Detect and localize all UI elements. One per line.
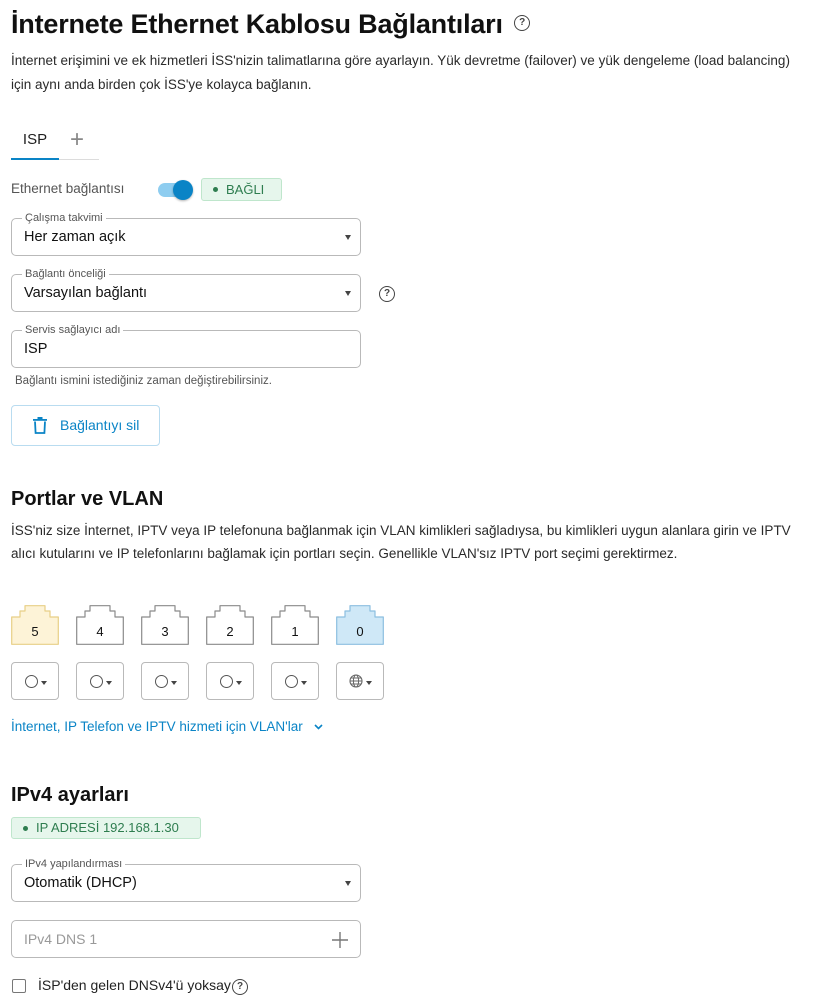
chevron-down-icon — [41, 681, 47, 685]
ports-description-line1: İSS'niz size İnternet, IPTV veya IP telefonuna bağlanmak için VLAN kimlikleri sağladıysa, bu kimlikleri uygun alanlara girin ve IPTV — [11, 523, 791, 538]
ipv4-dns1-placeholder: IPv4 DNS 1 — [24, 931, 98, 947]
provider-name-label: Servis sağlayıcı adı — [22, 324, 123, 337]
ipv4-dns1-input[interactable] — [11, 920, 361, 958]
chevron-down-icon — [345, 881, 351, 886]
tab-isp[interactable] — [11, 131, 59, 148]
ignore-dns-checkbox[interactable] — [12, 979, 26, 993]
provider-name-input[interactable] — [11, 324, 361, 368]
ethernet-toggle[interactable] — [158, 183, 194, 197]
port-number: 3 — [161, 624, 169, 639]
chevron-down-icon — [106, 681, 112, 685]
tab-isp-label: ISP — [22, 131, 48, 148]
port-number: 5 — [31, 624, 39, 639]
port-number: 4 — [96, 624, 104, 639]
priority-value: Varsayılan bağlantı — [24, 285, 148, 301]
ignore-dns-label: İSP'den gelen DNSv4'ü yoksay — [38, 977, 231, 993]
priority-label: Bağlantı önceliği — [22, 268, 109, 281]
chevron-down-icon — [345, 291, 351, 296]
connection-status-badge — [201, 178, 282, 201]
chevron-down-icon — [301, 681, 307, 685]
add-tab-icon[interactable]: + — [70, 126, 85, 153]
port-2 — [206, 605, 254, 645]
port-3-mode-select[interactable] — [141, 662, 189, 700]
vlan-expand-link[interactable] — [11, 719, 323, 734]
port-4 — [76, 605, 124, 645]
port-4-mode-select[interactable] — [76, 662, 124, 700]
schedule-value: Her zaman açık — [24, 229, 126, 245]
priority-help-icon[interactable]: ? — [379, 286, 395, 302]
priority-select[interactable] — [11, 268, 361, 312]
port-number: 2 — [226, 624, 234, 639]
chevron-down-icon — [345, 235, 351, 240]
unassigned-circle-icon — [220, 675, 233, 688]
delete-connection-label: Bağlantıyı sil — [60, 417, 140, 433]
page-description-line2: için aynı anda birden çok İSS'ye kolayca bağlanın. — [11, 77, 312, 92]
ipv4-section-title: IPv4 ayarları — [11, 784, 129, 806]
ports-section-title: Portlar ve VLAN — [11, 488, 164, 510]
page-title: İnternete Ethernet Kablosu Bağlantıları ? — [11, 6, 530, 42]
ip-address-text: IP ADRESİ 192.168.1.30 — [36, 820, 179, 835]
schedule-select[interactable] — [11, 212, 361, 256]
delete-connection-button[interactable] — [11, 405, 160, 446]
port-1-mode-select[interactable] — [271, 662, 319, 700]
ignore-dns-help-icon[interactable]: ? — [232, 979, 248, 995]
unassigned-circle-icon — [25, 675, 38, 688]
port-2-mode-select[interactable] — [206, 662, 254, 700]
schedule-label: Çalışma takvimi — [22, 212, 106, 225]
ip-address-badge — [11, 817, 201, 839]
port-1 — [271, 605, 319, 645]
provider-name-value: ISP — [24, 341, 48, 357]
port-5-mode-select[interactable] — [11, 662, 59, 700]
chevron-down-icon — [366, 681, 372, 685]
chevron-down-icon — [314, 724, 323, 730]
ipv4-config-value: Otomatik (DHCP) — [24, 875, 137, 891]
ports-description-line2: alıcı kutularını ve IP telefonlarını bağlamak için portları seçin. Genellikle VLAN'sız IPTV port seçimi gerektirmez. — [11, 546, 678, 561]
port-number: 0 — [356, 624, 364, 639]
port-0 — [336, 605, 384, 645]
provider-name-hint: Bağlantı ismini istediğiniz zaman değiştirebilirsiniz. — [15, 375, 272, 387]
status-dot-icon — [213, 187, 218, 192]
ipv4-config-label: IPv4 yapılandırması — [22, 858, 125, 871]
port-number: 1 — [291, 624, 299, 639]
toggle-knob — [173, 180, 193, 200]
help-icon[interactable]: ? — [514, 15, 530, 31]
vlan-expand-label: İnternet, IP Telefon ve IPTV hizmeti için VLAN'lar — [11, 719, 303, 734]
port-0-mode-select[interactable] — [336, 662, 384, 700]
ethernet-connection-label: Ethernet bağlantısı — [11, 181, 125, 196]
connection-status-text: BAĞLI — [226, 182, 265, 197]
trash-icon — [33, 417, 47, 434]
tab-active-indicator — [11, 158, 59, 160]
port-3 — [141, 605, 189, 645]
chevron-down-icon — [171, 681, 177, 685]
chevron-down-icon — [236, 681, 242, 685]
unassigned-circle-icon — [285, 675, 298, 688]
unassigned-circle-icon — [155, 675, 168, 688]
ipv4-config-select[interactable] — [11, 858, 361, 902]
plus-icon[interactable] — [332, 932, 348, 948]
globe-icon — [349, 674, 363, 688]
status-dot-icon — [23, 826, 28, 831]
page-description-line1: İnternet erişimini ve ek hizmetleri İSS'nizin talimatlarına göre ayarlayın. Yük devretme (failover) ve yük dengeleme (load balancing) — [11, 53, 790, 68]
unassigned-circle-icon — [90, 675, 103, 688]
port-5 — [11, 605, 59, 645]
